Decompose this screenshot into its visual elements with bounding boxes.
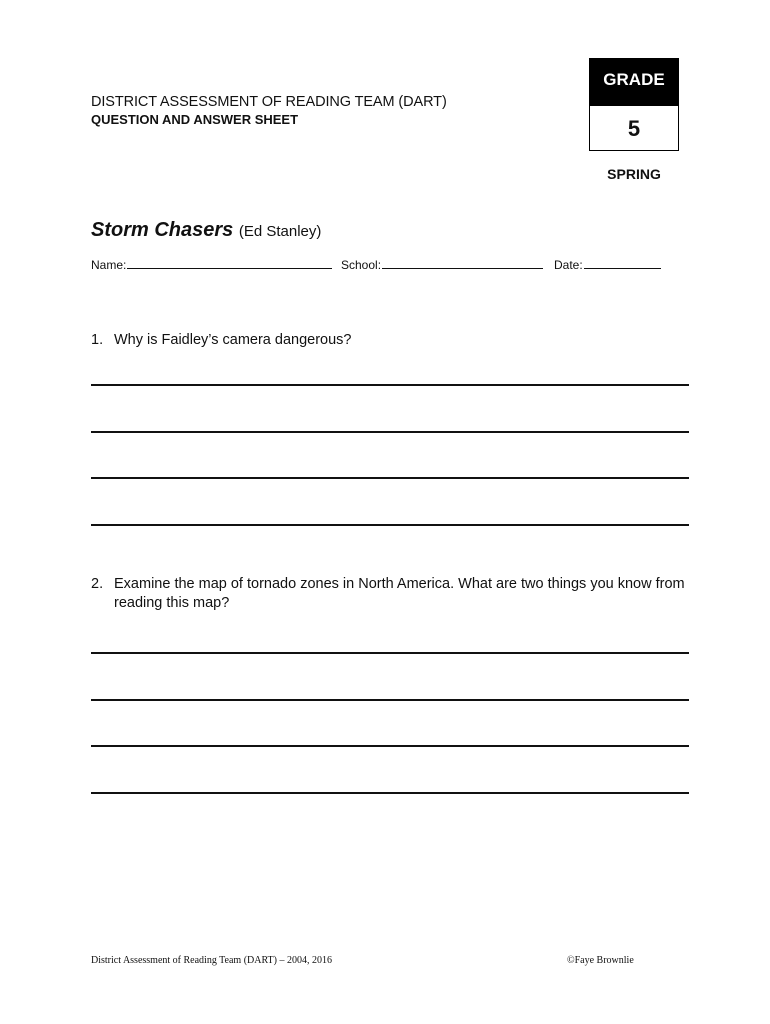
answer-line[interactable]: [91, 652, 689, 654]
school-label: School:: [341, 258, 382, 272]
question-text: Examine the map of tornado zones in North America. What are two things you know from reading this map?: [114, 576, 685, 611]
school-field[interactable]: [341, 258, 543, 272]
grade-box: [589, 58, 679, 151]
story-heading: [91, 219, 321, 242]
grade-label: GRADE: [590, 59, 678, 106]
story-author: (Ed Stanley): [238, 223, 322, 240]
answer-line[interactable]: [91, 524, 689, 526]
question-number: 1.: [91, 332, 104, 348]
answer-line[interactable]: [91, 477, 689, 479]
name-label: Name:: [91, 258, 127, 272]
date-label: Date:: [554, 258, 583, 272]
answer-line[interactable]: [91, 792, 689, 794]
date-field[interactable]: [554, 258, 661, 272]
answer-line[interactable]: [91, 384, 689, 386]
footer-right: ©Faye Brownlie: [567, 955, 634, 966]
header-sheet-title: QUESTION AND ANSWER SHEET: [91, 112, 299, 127]
school-blank[interactable]: [382, 258, 543, 269]
name-blank[interactable]: [127, 258, 332, 269]
story-title: Storm Chasers: [91, 219, 234, 241]
question-text: Why is Faidley’s camera dangerous?: [114, 332, 352, 348]
footer-left: District Assessment of Reading Team (DART) – 2004, 2016: [91, 955, 332, 966]
question-2: [91, 575, 689, 613]
question-number: 2.: [91, 576, 104, 592]
answer-line[interactable]: [91, 699, 689, 701]
name-field[interactable]: [91, 258, 332, 272]
answer-line[interactable]: [91, 431, 689, 433]
season-label: SPRING: [607, 166, 661, 182]
answer-line[interactable]: [91, 745, 689, 747]
header-org-title: DISTRICT ASSESSMENT OF READING TEAM (DART): [91, 94, 447, 110]
grade-value: 5: [627, 116, 641, 141]
date-blank[interactable]: [584, 258, 661, 269]
question-1: [91, 331, 689, 350]
